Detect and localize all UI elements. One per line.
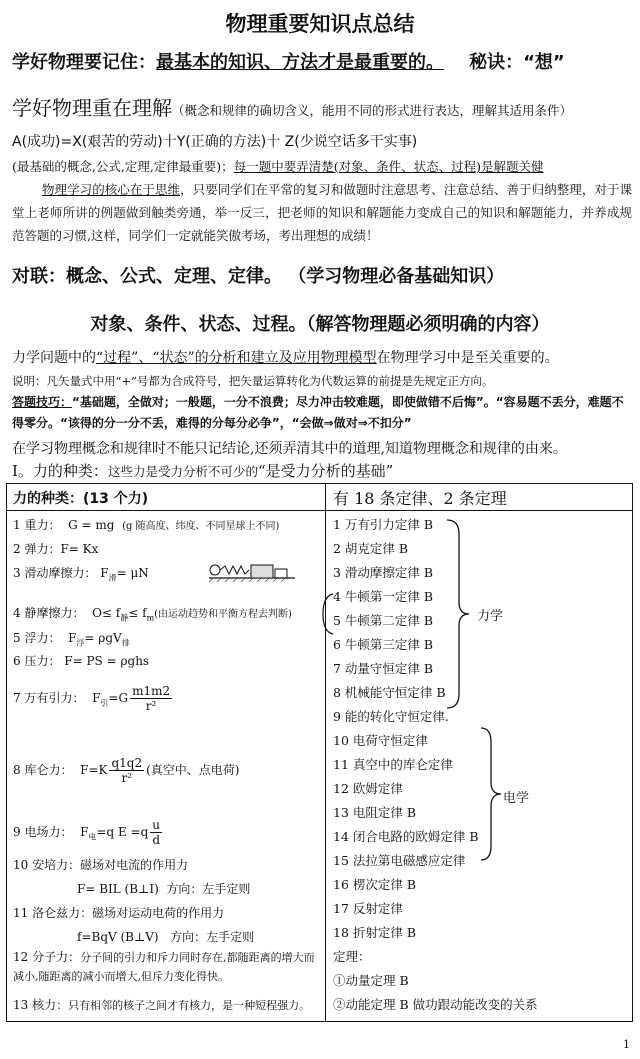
force-subscript: 电 — [88, 832, 97, 842]
force-label: 11 洛仑兹力： — [13, 906, 93, 920]
force-formula-rest: =q E =q — [96, 825, 149, 839]
force-label: 12 分子力： — [13, 950, 81, 964]
law-item: 17 反射定律 — [333, 901, 403, 916]
fraction-denominator: d — [152, 833, 160, 847]
law-item: 1 万有引力定律 B — [333, 517, 434, 532]
understand-heading — [12, 92, 572, 121]
force-subscript: 静 — [120, 613, 129, 623]
section-title: Ⅰ。力的种类： — [12, 462, 108, 480]
force-formula-rest: = μN — [116, 566, 149, 580]
force-direction: 方向：左手定则 — [166, 882, 251, 896]
force-note: (由运动趋势和平衡方程去判断) — [154, 609, 292, 620]
law-item: 4 牛顿第一定律 B — [333, 589, 434, 604]
force-formula: O≤ f — [92, 606, 121, 620]
force-desc: 磁场对电流的作用力 — [80, 858, 189, 872]
motto-secret: 秘诀：“想” — [469, 52, 565, 73]
force-formula: F — [100, 566, 109, 580]
success-formula: A(成功)=X(艰苦的劳动)十Y(正确的方法)十 Z(少说空话多干实事) — [12, 134, 418, 150]
force-label: 2 弹力： — [13, 542, 61, 556]
vector-note: 说明：凡矢量式中用“+”号都为合成符号，把矢量运算转化为代数运算的前提是先规定正方向。 — [12, 374, 494, 388]
understand-title: 学好物理重在理解 — [12, 96, 172, 120]
motto-line — [12, 48, 565, 74]
force-formula: F — [92, 691, 101, 705]
page-number: 1 — [623, 1038, 630, 1051]
force-nuclear — [13, 996, 310, 1013]
law-item: ①动量定理 B — [333, 973, 409, 988]
study-note: 在学习物理概念和规律时不能只记结论,还须弄清其中的道理,知道物理概念和规律的由来。 — [12, 441, 567, 457]
answer-tips — [12, 392, 632, 434]
force-subscript: 引 — [100, 698, 109, 708]
force-formula: F — [80, 825, 89, 839]
fraction-denominator: r² — [121, 771, 133, 785]
understand-note: （概念和规律的确切含义，能用不同的形式进行表达，理解其适用条件） — [172, 103, 573, 118]
force-pressure — [13, 652, 149, 669]
force-coulomb — [13, 756, 239, 785]
force-formula: f=BqV (B⊥V) — [77, 930, 159, 944]
law-item: 11 真空中的库仑定律 — [333, 757, 453, 772]
force-formula: G = mg — [68, 518, 115, 532]
fraction — [109, 756, 144, 785]
law-item: 16 楞次定律 B — [333, 877, 417, 892]
force-formula-rest: =G — [108, 691, 129, 705]
force-direction: 方向：左手定则 — [170, 930, 255, 944]
force-gravity — [13, 516, 279, 533]
fraction-numerator: u — [152, 818, 161, 832]
force-formula: F — [68, 631, 77, 645]
force-buoyancy — [13, 629, 130, 648]
group-label-electric: 电学 — [503, 791, 530, 806]
force-universal-gravitation — [13, 684, 174, 713]
section-heading — [12, 460, 393, 481]
law-item: ②动能定理 B 做功跟动能改变的关系 — [333, 997, 538, 1012]
mechanics-suffix: 在物理学习中是至关重要的。 — [376, 350, 559, 366]
force-label: 8 库仑力： — [13, 763, 73, 777]
force-label: 10 安培力： — [13, 858, 81, 872]
law-item: 9 能的转化守恒定律. — [333, 709, 449, 724]
force-formula: F= BIL (B⊥I) — [77, 882, 159, 896]
force-formula: F=K — [80, 763, 108, 777]
force-molecular — [13, 948, 318, 986]
force-note: (g 随高度、纬度、不同星球上不同) — [122, 521, 280, 532]
force-sliding-friction — [13, 564, 149, 583]
mechanics-underlined: “过程”、“状态”的分析和建立及应用物理模型 — [96, 350, 377, 366]
force-label: 6 压力： — [13, 654, 61, 668]
law-item: 12 欧姆定律 — [333, 781, 403, 796]
force-elastic — [13, 540, 98, 557]
section-quote: “是受力分析的基础” — [257, 462, 394, 480]
section-note: 这些力是受力分析不可少的 — [107, 464, 258, 479]
force-subscript: 浮 — [76, 638, 85, 648]
motto-emphasis: 最基本的知识、方法才是最重要的。 — [156, 52, 444, 73]
law-item: 8 机械能守恒定律 B — [333, 685, 446, 700]
law-item: 定理： — [333, 949, 371, 964]
fraction-denominator: r² — [145, 699, 157, 713]
law-item: 15 法拉第电磁感应定律 — [333, 853, 466, 868]
couplet-line-1: 对联：概念、公式、定理、定律。 （学习物理必备基础知识） — [12, 266, 505, 287]
law-item: 14 闭合电路的欧姆定律 B — [333, 829, 479, 844]
law-item: 18 折射定律 B — [333, 925, 417, 940]
force-label: 3 滑动摩擦力： — [13, 566, 97, 580]
force-desc: 分子间的引力和斥力同时存在,都随距离的增大而减小,随距离的减小而增大,但斥力变化得快。 — [13, 951, 315, 983]
thinking-rest: ，只要同学们在平常的复习和做题时注意思考、注意总结、善于归纳整理，对于课堂上老师所讲的例题做到触类旁通，举一反三，把老师的知识和解题能力变成自己的知识和解题能力，并养成规范答题的习惯,这样，同学们一定就能笑傲考场，考出理想的成绩！ — [12, 182, 632, 243]
fraction — [150, 818, 162, 847]
couplet-line-2: 对象、条件、状态、过程。（解答物理题必须明确的内容） — [90, 314, 550, 335]
force-column-heading: 力的种类：(13 个力) — [13, 491, 149, 507]
force-label: 7 万有引力： — [13, 691, 85, 705]
header-rule — [7, 510, 632, 511]
fraction — [130, 684, 172, 713]
force-label: 13 核力： — [13, 998, 69, 1012]
force-note: (真空中、点电荷) — [146, 763, 240, 777]
law-item: 6 牛顿第三定律 B — [333, 637, 434, 652]
force-subscript: m — [146, 613, 155, 623]
force-desc: 磁场对运动电荷的作用力 — [92, 906, 225, 920]
basics-underlined: 每一题中要弄清楚(对象、条件、状态、过程)是解题关健 — [233, 159, 544, 174]
force-formula-rest: ≤ f — [128, 606, 147, 620]
force-ampere — [13, 856, 188, 873]
law-item: 7 动量守恒定律 B — [333, 661, 434, 676]
force-formula-rest: = ρgV — [84, 631, 122, 645]
group-label-mechanics: 力学 — [477, 609, 504, 624]
law-item: 13 电阻定律 B — [333, 805, 417, 820]
forces-laws-table — [6, 483, 633, 1022]
law-column-heading: 有 18 条定律、2 条定理 — [333, 489, 507, 508]
basics-prefix: (最基础的概念,公式,定理,定律最重要)； — [12, 159, 234, 174]
force-subscript: 排 — [121, 638, 130, 648]
force-label: 1 重力： — [13, 518, 61, 532]
mechanics-line — [12, 347, 559, 367]
answer-tips-text: “基础题，全做对；一般题，一分不浪费；尽力冲击较难题，即使做错不后悔”。“容易题不丢分，难题不得零分。“该得的分一分不丢，难得的分每分必争”，“会做⇒做对⇒不扣分” — [12, 395, 624, 430]
force-lorentz-formula — [77, 928, 254, 945]
force-label: 4 静摩擦力： — [13, 606, 85, 620]
mechanics-brace — [307, 514, 487, 714]
force-ampere-formula — [77, 880, 250, 897]
law-item: 5 牛顿第二定律 B — [333, 613, 434, 628]
force-formula: F= PS = ρghs — [64, 654, 150, 668]
friction-diagram-illustration — [207, 558, 297, 582]
force-static-friction — [13, 604, 292, 623]
force-formula: F= Kx — [60, 542, 99, 556]
answer-tips-label: 答题技巧： — [12, 395, 73, 409]
law-item: 2 胡克定律 B — [333, 541, 409, 556]
force-lorentz — [13, 904, 224, 921]
thinking-underlined: 物理学习的核心在于思维 — [42, 182, 181, 197]
law-item: 3 滑动摩擦定律 B — [333, 565, 434, 580]
page-title: 物理重要知识点总结 — [225, 12, 415, 36]
force-label: 5 浮力： — [13, 631, 61, 645]
fraction-numerator: m1m2 — [132, 684, 171, 698]
law-item: 10 电荷守恒定律 — [333, 733, 428, 748]
force-desc: 只有相邻的核子之间才有核力，是一种短程强力。 — [68, 999, 311, 1012]
thinking-paragraph — [12, 178, 632, 247]
force-subscript: 滑 — [108, 573, 117, 583]
motto-prefix: 学好物理要记住： — [12, 52, 156, 73]
force-electric-field — [13, 818, 164, 847]
force-label: 9 电场力： — [13, 825, 73, 839]
mechanics-prefix: 力学问题中的 — [12, 350, 96, 366]
fraction-numerator: q1q2 — [111, 756, 143, 770]
basics-line — [12, 157, 543, 175]
